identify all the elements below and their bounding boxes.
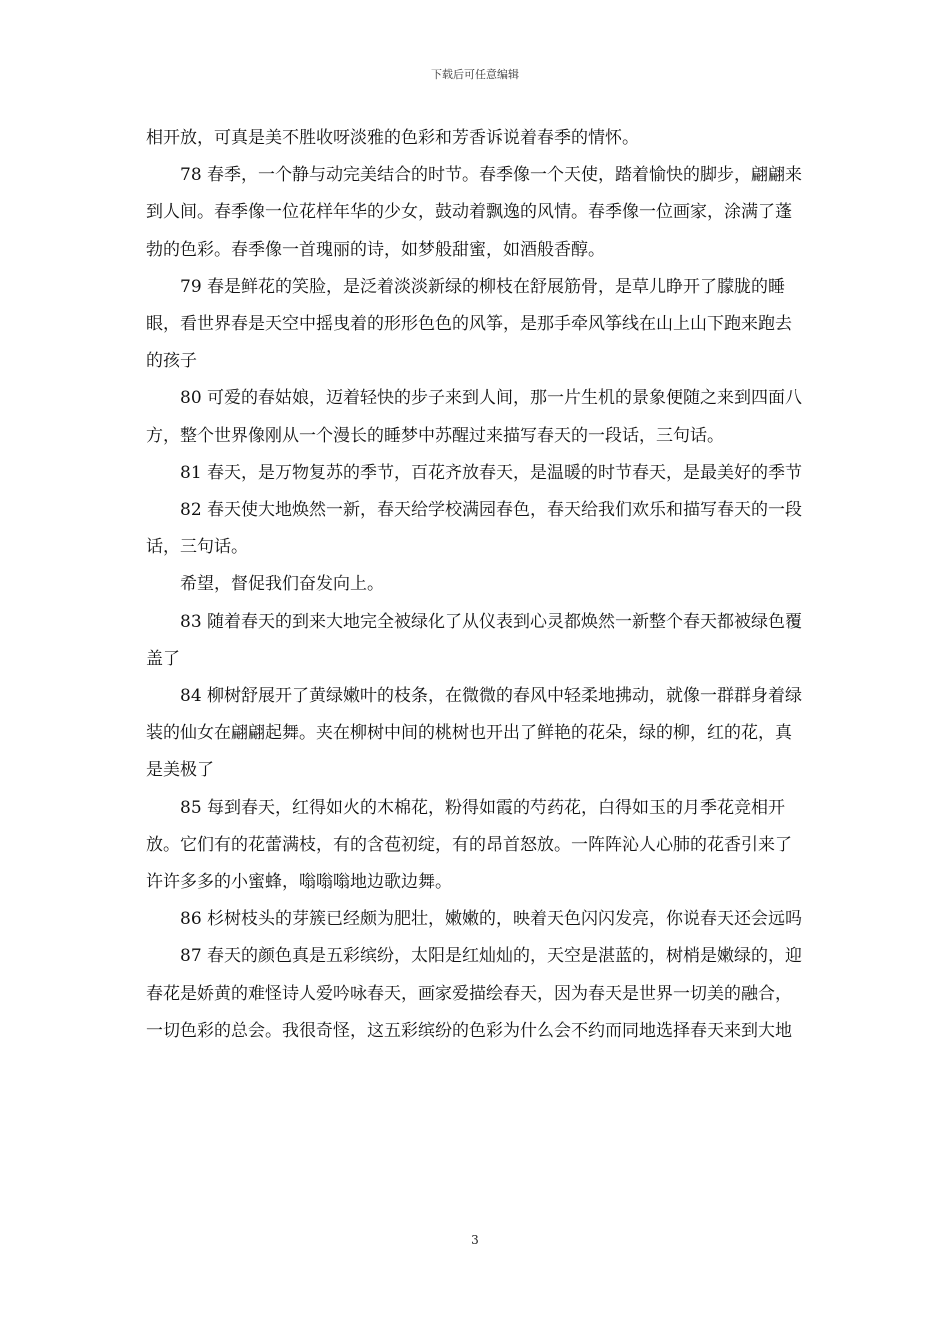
- page-number: 3: [471, 1233, 479, 1247]
- page-header: 下载后可任意编辑: [431, 68, 519, 81]
- paragraph: 84 柳树舒展开了黄绿嫩叶的枝条，在微微的春风中轻柔地拂动，就像一群群身着绿装的仙女在翩翩起舞。夹在柳树中间的桃树也开出了鲜艳的花朵，绿的柳，红的花，真是美极了: [146, 686, 803, 781]
- paragraph: 87 春天的颜色真是五彩缤纷，太阳是红灿灿的，天空是湛蓝的，树梢是嫩绿的，迎春花是娇黄的难怪诗人爱吟咏春天，画家爱描绘春天，因为春天是世界一切美的融合，一切色彩的总会。我很奇怪，这五彩缤纷的色彩为什么会不约而同地选择春天来到大地: [146, 946, 803, 1041]
- paragraph: 78 春季，一个静与动完美结合的时节。春季像一个天使，踏着愉快的脚步，翩翩来到人间。春季像一位花样年华的少女，鼓动着飘逸的风情。春季像一位画家，涂满了蓬勃的色彩。春季像一首瑰丽的诗，如梦般甜蜜，如酒般香醇。: [146, 165, 803, 260]
- paragraph: 希望，督促我们奋发向上。: [180, 574, 384, 595]
- paragraph: 相开放，可真是美不胜收呀淡雅的色彩和芳香诉说着春季的情怀。: [146, 128, 639, 148]
- paragraph: 80 可爱的春姑娘，迈着轻快的步子来到人间，那一片生机的景象便随之来到四面八方，整个世界像刚从一个漫长的睡梦中苏醒过来描写春天的一段话，三句话。: [146, 388, 803, 446]
- paragraph: 83 随着春天的到来大地完全被绿化了从仪表到心灵都焕然一新整个春天都被绿色覆盖了: [146, 611, 803, 669]
- paragraph: 81 春天，是万物复苏的季节，百花齐放春天，是温暖的时节春天，是最美好的季节: [180, 462, 803, 483]
- document-body: [146, 120, 806, 1050]
- paragraph: 82 春天使大地焕然一新，春天给学校满园春色，春天给我们欢乐和描写春天的一段话，三句话。: [146, 500, 803, 558]
- paragraph: 79 春是鲜花的笑脸，是泛着淡淡新绿的柳枝在舒展筋骨，是草儿睁开了朦胧的睡眼，看世界春是天空中摇曳着的形形色色的风筝，是那手牵风筝线在山上山下跑来跑去的孩子: [146, 276, 792, 372]
- paragraph: 85 每到春天，红得如火的木棉花，粉得如霞的芍药花，白得如玉的月季花竞相开放。它们有的花蕾满枝，有的含苞初绽，有的昂首怒放。一阵阵沁人心肺的花香引来了许许多多的小蜜蜂，嗡嗡嗡地边歌边舞。: [146, 797, 792, 893]
- paragraph: 86 杉树枝头的芽簇已经颇为肥壮，嫩嫩的，映着天色闪闪发亮，你说春天还会远吗: [180, 909, 803, 930]
